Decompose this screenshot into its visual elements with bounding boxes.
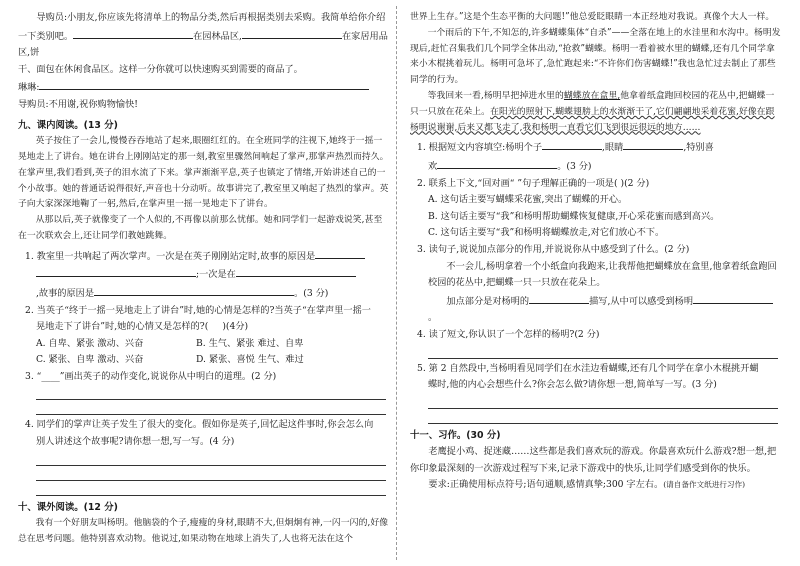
answer-line[interactable] [36, 481, 386, 496]
option-a[interactable]: A. 自卑、紧张 激动、兴奋 [36, 337, 144, 349]
answer-line[interactable] [36, 451, 386, 466]
s9-q2-options [18, 336, 390, 369]
answer-blank[interactable] [693, 292, 773, 304]
option-b[interactable]: B. 生气、紧张 难过、自卑 [196, 337, 304, 349]
answer-line[interactable] [428, 344, 778, 359]
answer-line[interactable] [36, 385, 386, 400]
answer-line[interactable] [36, 466, 386, 481]
answer-blank[interactable] [36, 265, 196, 277]
s10-question2: 2. 联系上下文,“回对画“ ”句子理解正确的一项是( )(2 分) [417, 177, 650, 189]
intro-line4: 琳琳: [18, 78, 390, 97]
section10-title: 十、课外阅读。(12 分) [18, 501, 118, 513]
answer-line[interactable] [428, 409, 778, 424]
section11-title: 十一、习作。(30 分) [410, 429, 501, 441]
answer-line[interactable] [36, 400, 386, 415]
answer-blank[interactable] [236, 265, 356, 277]
section9-passage-p2: 从那以后,英子就像变了一个人似的,不再像以前那么忧郁。她和同学们一起游戏说笑,甚至在一次联欢会上,还让同学们教她跳舞。 [18, 215, 383, 241]
option-c[interactable]: C. 紧张、自卑 激动、兴奋 [36, 354, 144, 366]
s11-prompt: 老鹰捉小鸡、捉迷藏……这些都是我们喜欢玩的游戏。你最喜欢玩什么游戏?想一想,把你印象最深刻的一次游戏过程写下来,记录下游戏中的快乐,让同学们感受到你的快乐。 [410, 446, 777, 474]
s9-question4: 4. 同学们的掌声让英子发生了很大的变化。假如你是英子,回忆起这件事时,你会怎么向 别人讲述这个故事呢?请你想一想,写一写。(4 分) [25, 419, 374, 448]
s9-question3: 3. “____”画出英子的动作变化,说说你从中明白的道理。(2 分) [25, 370, 277, 382]
s11-requirements: 要求:正确使用标点符号;语句通顺,感情真挚;300 字左右。(请自备作文纸进行习作) [428, 479, 746, 491]
wavy-underlined-sentence: 在阳光的照射下,蝴蝶翅膀上的水渐渐干了,它们翩翩地采着花蜜,好像在跟杨明说谢谢,后来又都飞走了,我和杨明一直看它们飞到很远很远的地方…… [410, 106, 775, 133]
answer-blank[interactable] [623, 138, 683, 150]
answer-blank[interactable] [437, 157, 557, 169]
s9-question2: 2. 当英子“终于一摇一晃地走上了讲台”时,她的心情是怎样的?当英子“在掌声里一摇一 晃地走下了讲台”时,她的心情又是怎样的?( )(4分) [25, 304, 371, 333]
s9-question1: 1. 教室里一共响起了两次掌声。一次是在英子刚刚站定时,故事的原因是 ;一次是在 ,故事的原因是 。(3 分) [18, 247, 390, 303]
answer-blank[interactable] [94, 284, 294, 296]
answer-blank[interactable] [542, 138, 602, 150]
s10-question3: 3. 读句子,说说加点部分的作用,并说说你从中感受到了什么。(2 分) [417, 243, 690, 255]
section9-title: 九、课内阅读。(13 分) [18, 119, 118, 131]
s10-q3-answer: 加点部分是对杨明的 描写,从中可以感受到杨明。 [410, 292, 782, 327]
answer-blank[interactable] [315, 247, 365, 259]
s11-note: (请自备作文纸进行习作) [663, 480, 746, 490]
s10-question4: 4. 读了短文,你认识了一个怎样的杨明?(2 分) [417, 328, 600, 340]
section10-passage-p1: 我有一个好朋友叫杨明。他脑袋的个子,瘦瘦的身材,眼睛不大,但炯炯有神,一闪一闪的,好像总在思考问题。他特别喜欢动物。他说过,如果动物在地球上消失了,人也将无法在这个 [18, 518, 389, 545]
s10-q3-quote: 不一会儿,杨明拿着一个小纸盒向我跑来,让我帮他把蝴蝶放在盒里,他拿着纸盒跑回校园的花丛中,把蝴蝶一只一只放在花朵上。 [428, 260, 777, 289]
column-divider [396, 6, 397, 560]
intro-line1: 导购员:小朋友,你应该先将清单上的物品分类,然后再根据类别去采购。我简单给你介绍 [36, 12, 386, 23]
s10-passage-continued: 世界上生存。”这是个生态平衡的大问题!”他总爱眨眼睛一本正经地对我说。真像个大人一样。 [410, 12, 775, 22]
answer-blank[interactable] [529, 292, 589, 304]
s10-passage-p2: 一个雨后的下午,不知怎的,许多蝴蝶集体“自杀”——全落在地上的水洼里和水沟中。杨明发现后,赶忙召集我们几个同学全体出动,“抢救”蝴蝶。杨明一看着被水里的蝴蝶,还有几个同学拿来小木棍挑着玩儿。杨明可急坏了,急忙跑起来:“不许你们伤害蝴蝶!”我也急忙过去制止了那些同学的行为。 [410, 27, 781, 86]
s10-q2-option-b[interactable]: B. 这句话主要写“我”和杨明帮助蝴蝶恢复健康,开心采花蜜而感到高兴。 [428, 210, 720, 222]
right-column [410, 10, 782, 494]
intro-line3: 干、面包在休闲食品区。这样一分你就可以快速购买到需要的商品了。 [18, 63, 303, 75]
answer-line[interactable] [428, 394, 778, 409]
answer-blank[interactable] [39, 78, 369, 90]
intro-line2: 一下类别吧。 在园林品区, 在家居用品区,饼 [18, 27, 390, 62]
s10-question1: 1. 根据短文内容填空:杨明个子 ,眼睛 ,特别喜 欢 。(3 分) [410, 138, 782, 175]
answer-blank[interactable] [242, 27, 342, 39]
s10-q2-option-a[interactable]: A. 这句话主要写蝴蝶采花蜜,突出了蝴蝶的开心。 [428, 194, 628, 206]
intro-line5: 导购员:不用谢,祝你购物愉快! [18, 98, 138, 110]
answer-blank[interactable] [73, 27, 193, 39]
s10-question5: 5. 第 2 自然段中,当杨明看见同学们在水洼边看蝴蝶,还有几个同学在拿小木棍挑开蝴 蝶时,他的内心会想些什么?你会怎么做?请你想一想,简单写一写。(3 分) [417, 362, 759, 391]
s10-passage-p3: 等我回来一看,杨明早把掉进水里的蝴蝶放在盒里,他拿着纸盒跑回校园的花丛中,把蝴蝶一只一只放在花朵上。在阳光的照射下,蝴蝶翅膀上的水渐渐干了,它们翩翩地采着花蜜,好像在跟杨明说谢谢,后来又都飞走了,我和杨明一直看它们飞到很远很远的地方…… [410, 90, 775, 133]
s10-q2-option-c[interactable]: C. 这句话主要写“我”和杨明将蝴蝶放走,对它们放心不下。 [428, 227, 665, 239]
option-d[interactable]: D. 紧张、喜悦 生气、难过 [196, 354, 304, 366]
section9-passage-p1: 英子按住了一会儿,慢慢吞吞地站了起来,眼圈红红的。在全班同学的注视下,她终于一摇一晃地走上了讲台。她在讲台上刚刚站定的那一刻,教室里骤然间响起了掌声,那掌声热烈而持久。在掌声里,我们看到,英子的泪水流了下来。掌声渐渐平息,英子也镇定了情绪,开始讲述自己的一个小故事。她的普通话说得很好,声音也十分动听。故事讲完了,教室里又响起了热烈的掌声。英子向大家深深地鞠了一躬,然后,在掌声里一摇一晃地走下了讲台。 [18, 136, 389, 210]
left-column [18, 10, 390, 548]
